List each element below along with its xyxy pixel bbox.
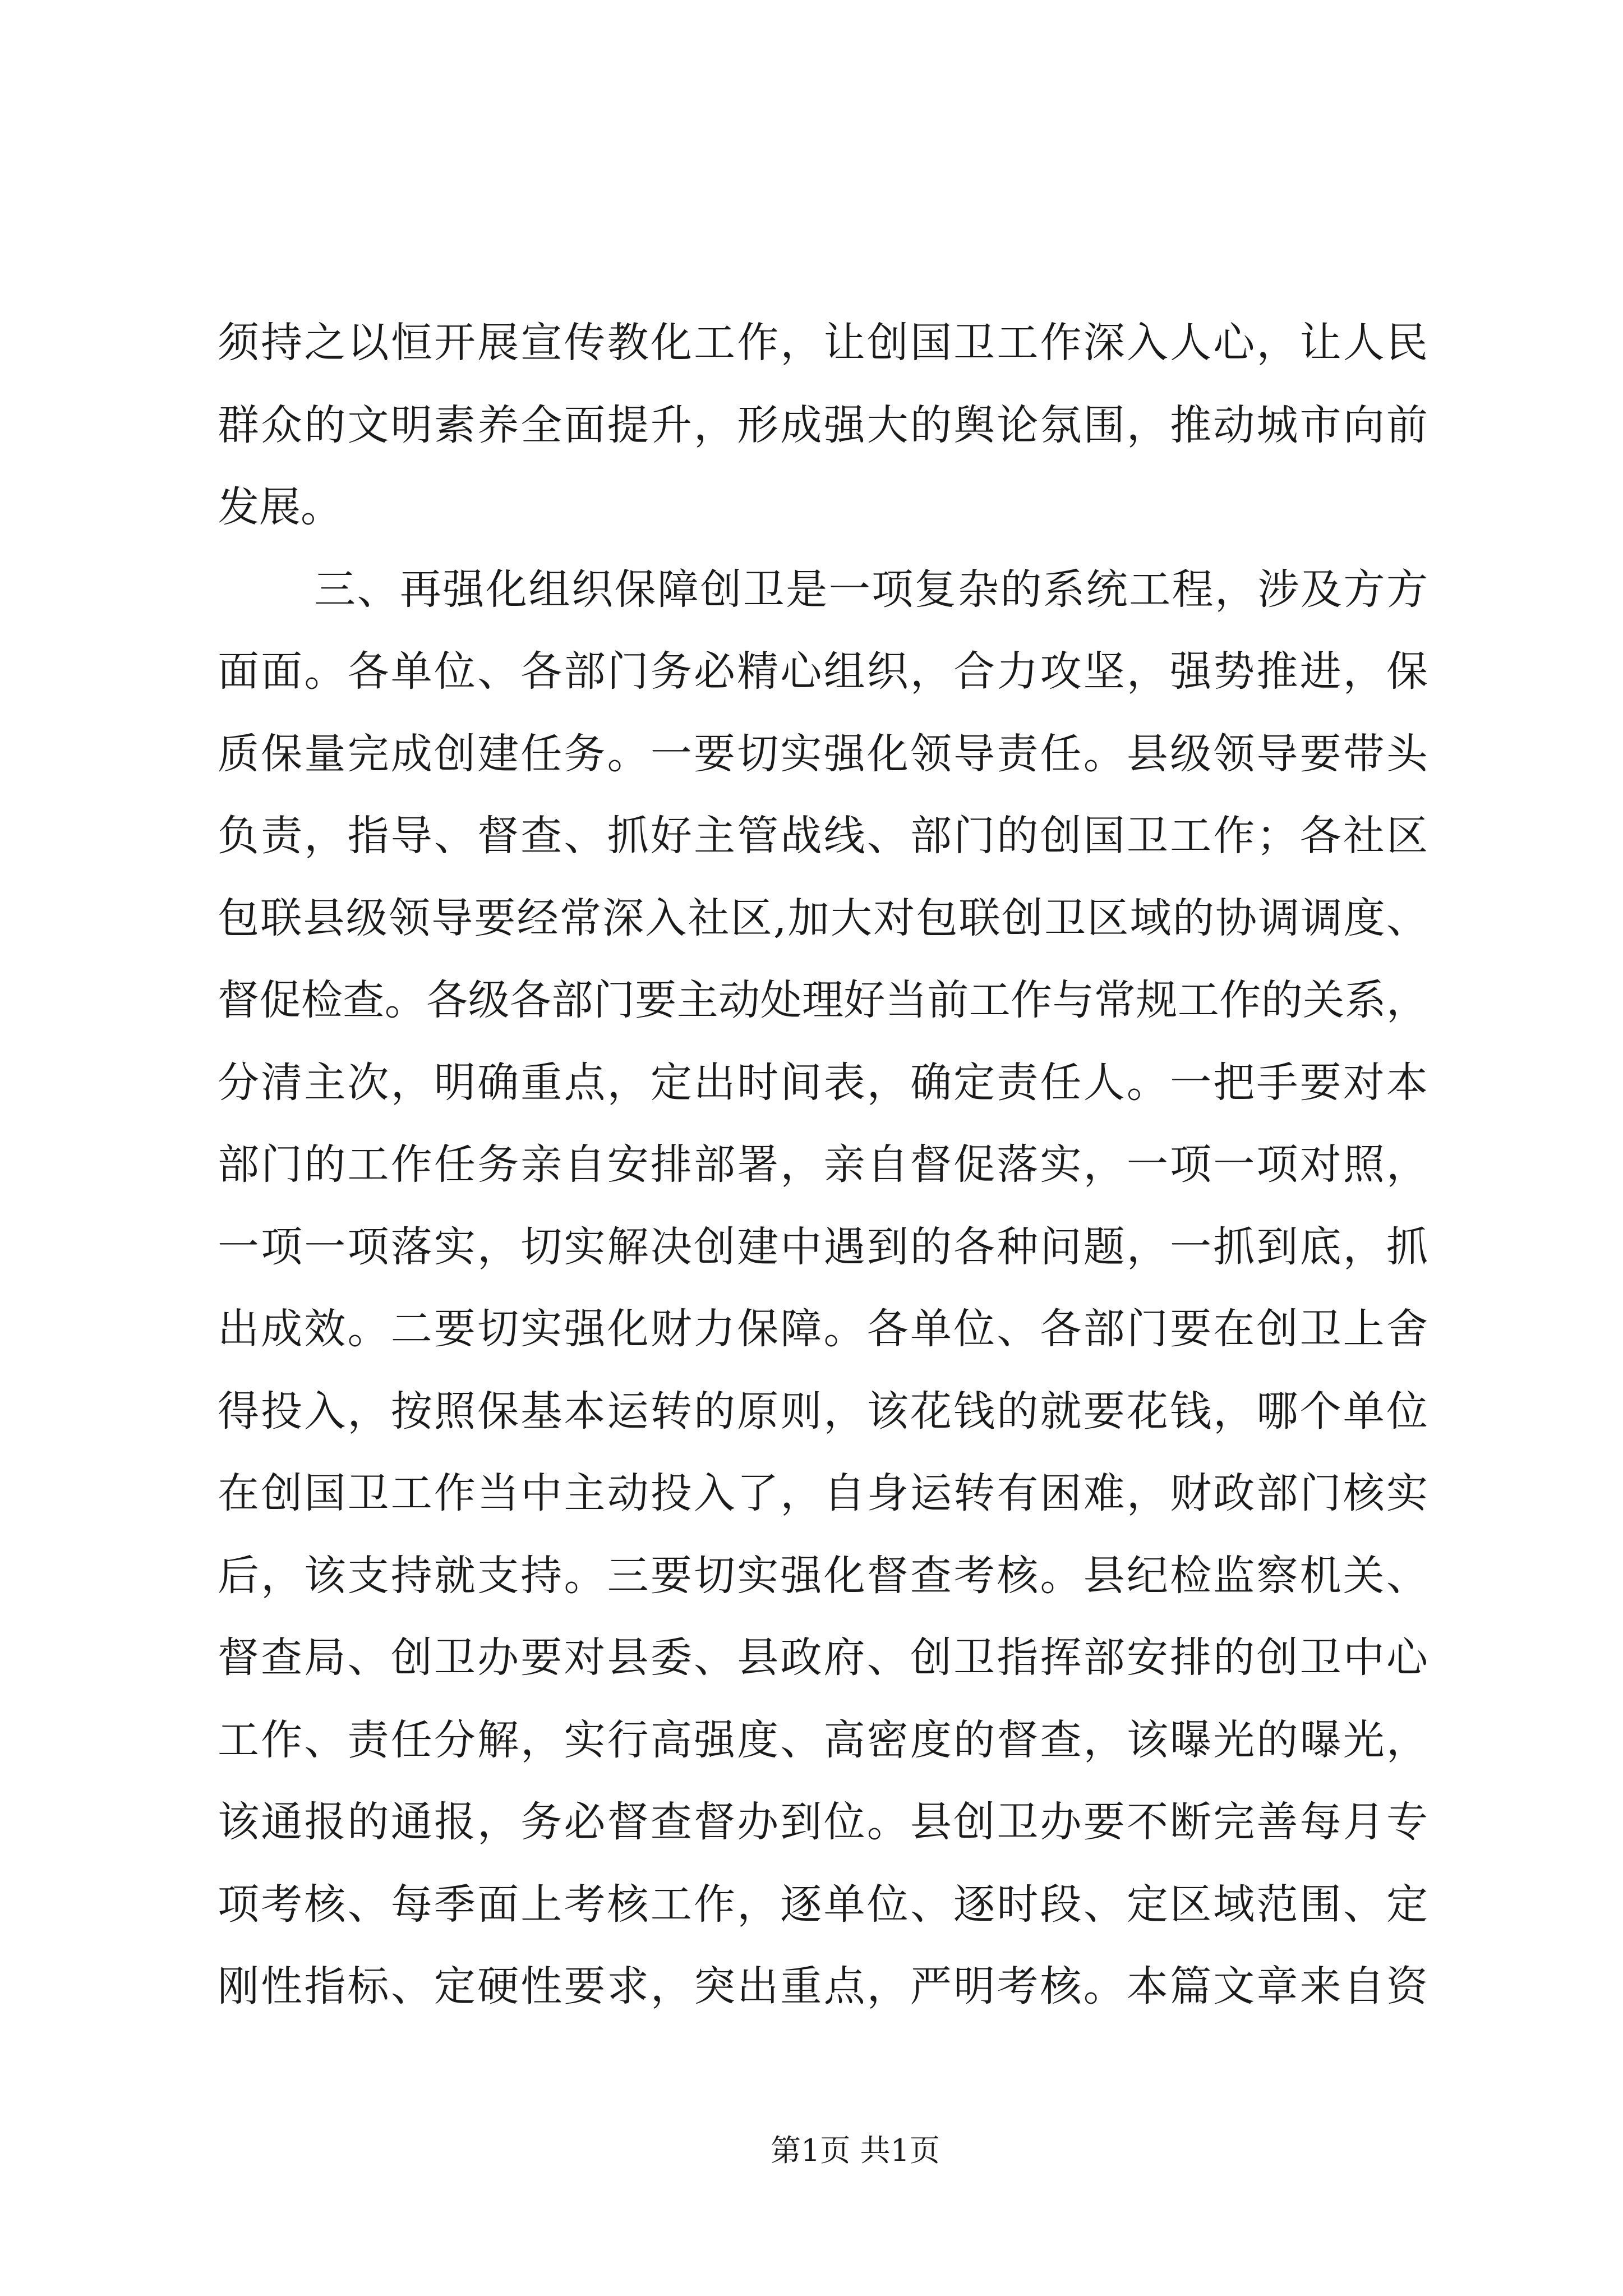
document-body xyxy=(218,302,1428,2028)
text-line: 出成效。二要切实强化财力保障。各单位、各部门要在创卫上舍 xyxy=(218,1305,1428,1353)
text-line: 该通报的通报，务必督查督办到位。县创卫办要不断完善每月专 xyxy=(218,1798,1428,1846)
text-line: 一项一项落实，切实解决创建中遇到的各种问题，一抓到底，抓 xyxy=(218,1222,1428,1271)
text-line: 项考核、每季面上考核工作，逐单位、逐时段、定区域范围、定 xyxy=(218,1880,1428,1929)
text-line: 须持之以恒开展宣传教化工作，让创国卫工作深入人心，让人民 xyxy=(218,319,1428,367)
text-line: 得投入，按照保基本运转的原则，该花钱的就要花钱，哪个单位 xyxy=(218,1387,1428,1435)
text-line: 在创国卫工作当中主动投入了，自身运转有困难，财政部门核实 xyxy=(218,1469,1428,1517)
text-line: 后，该支持就支持。三要切实强化督查考核。县纪检监察机关、 xyxy=(218,1551,1428,1600)
text-line: 群众的文明素养全面提升，形成强大的舆论氛围，推动城市向前 xyxy=(218,401,1428,449)
text-line: 面面。各单位、各部门务必精心组织，合力攻坚，强势推进，保 xyxy=(218,647,1428,696)
text-line: 督查局、创卫办要对县委、县政府、创卫指挥部安排的创卫中心 xyxy=(218,1634,1428,1682)
text-line: 负责，指导、督查、抓好主管战线、部门的创国卫工作；各社区 xyxy=(218,812,1428,860)
text-line: 质保量完成创建任务。一要切实强化领导责任。县级领导要带头 xyxy=(218,729,1428,778)
text-line: 督促检查。各级各部门要主动处理好当前工作与常规工作的关系， xyxy=(218,976,1428,1024)
text-line: 包联县级领导要经常深入社区,加大对包联创卫区域的协调调度、 xyxy=(218,894,1428,942)
text-line: 工作、责任分解，实行高强度、高密度的督查，该曝光的曝光， xyxy=(218,1715,1428,1764)
text-line: 三、再强化组织保障创卫是一项复杂的系统工程，涉及方方 xyxy=(314,565,1428,614)
page-number-footer: 第1页 共1页 xyxy=(771,2133,940,2168)
paragraph xyxy=(218,302,1428,549)
text-line: 刚性指标、定硬性要求，突出重点，严明考核。本篇文章来自资 xyxy=(218,1962,1428,2010)
text-line: 分清主次，明确重点，定出时间表，确定责任人。一把手要对本 xyxy=(218,1058,1428,1107)
paragraph xyxy=(218,549,1428,2028)
text-line: 发展。 xyxy=(218,483,342,531)
text-line: 部门的工作任务亲自安排部署，亲自督促落实，一项一项对照， xyxy=(218,1140,1428,1189)
